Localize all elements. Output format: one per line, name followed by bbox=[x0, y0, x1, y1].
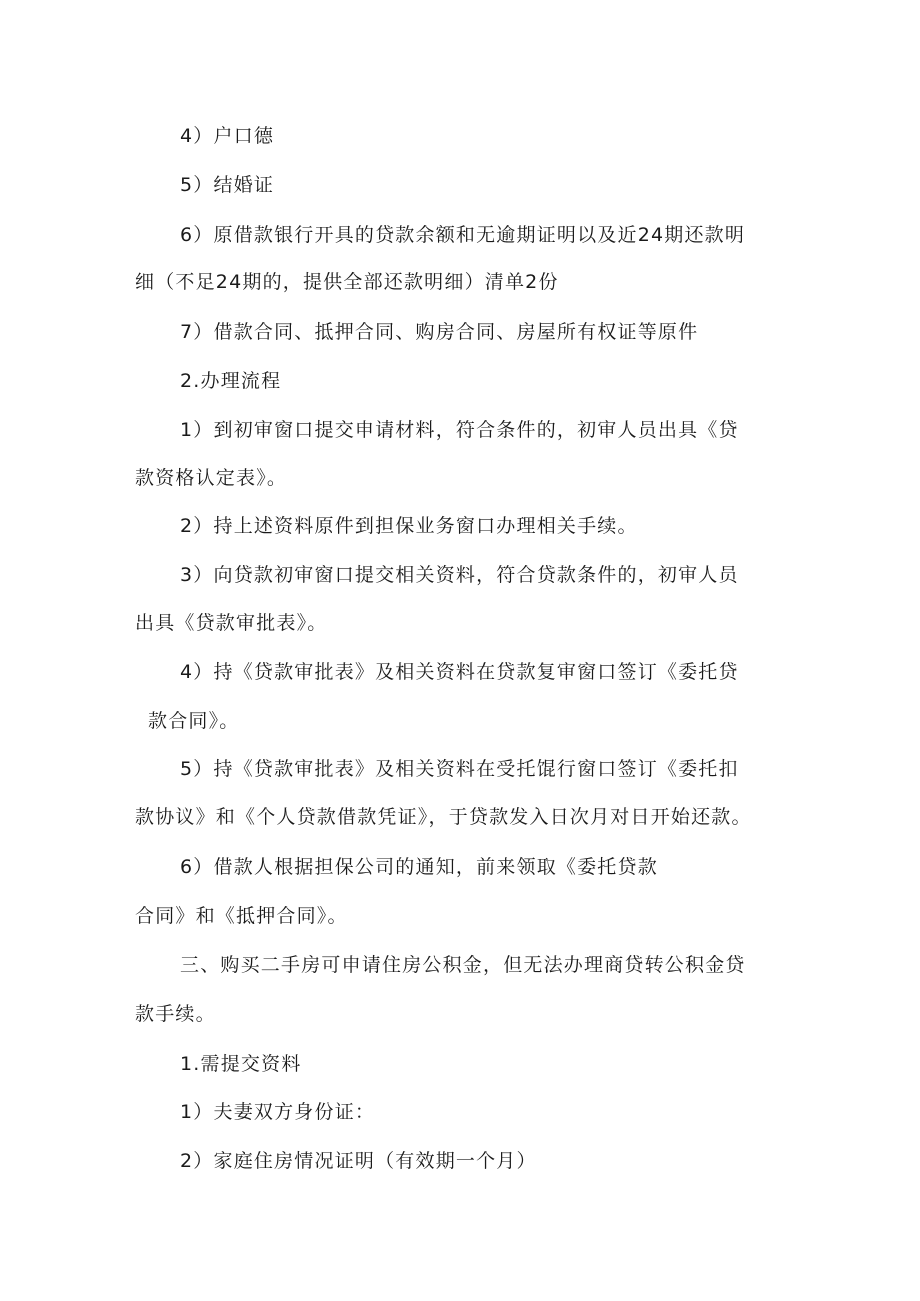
section-2-procedure-heading: 2.办理流程 bbox=[180, 370, 282, 392]
step-4-sign-entrustment-contract: 4）持《贷款审批表》及相关资料在贷款复审窗口签订《委托贷 bbox=[180, 661, 739, 683]
material-2-housing-certificate: 2）家庭住房情况证明（有效期一个月） bbox=[180, 1150, 537, 1172]
item-4-household-register: 4）户口德 bbox=[180, 125, 275, 147]
item-7-original-contracts: 7）借款合同、抵押合同、购房合同、房屋所有权证等原件 bbox=[180, 321, 699, 343]
item-5-marriage-certificate: 5）结婚证 bbox=[180, 174, 275, 196]
section-3-continuation: 款手续。 bbox=[135, 1003, 216, 1025]
step-1-continuation: 款资格认定表》。 bbox=[135, 467, 288, 489]
step-5-sign-deduction-agreement: 5）持《贷款审批表》及相关资料在受托馄行窗口签订《委托扣 bbox=[180, 758, 739, 780]
item-6-loan-balance-proof: 6）原借款银行开具的贷款余额和无逾期证明以及近24期还款明 bbox=[180, 224, 746, 246]
step-6-collect-contracts: 6）借款人根据担保公司的通知，前来领取《委托贷款 bbox=[180, 856, 658, 878]
subsection-1-required-materials: 1.需提交资料 bbox=[180, 1053, 302, 1075]
section-3-second-hand-housing: 三、购买二手房可申请住房公积金，但无法办理商贷转公积金贷 bbox=[180, 954, 746, 976]
step-4-continuation: 款合同》。 bbox=[148, 710, 240, 732]
step-6-continuation: 合同》和《抵押合同》。 bbox=[135, 905, 348, 927]
material-1-id-cards: 1）夫妻双方身份证： bbox=[180, 1101, 376, 1123]
item-6-continuation: 细（不足24期的，提供全部还款明细）清单2份 bbox=[135, 271, 559, 293]
step-3-submit-materials: 3）向贷款初审窗口提交相关资料，符合贷款条件的，初审人员 bbox=[180, 564, 739, 586]
step-1-initial-review: 1）到初审窗口提交申请材料，符合条件的，初审人员出具《贷 bbox=[180, 419, 739, 441]
step-2-guarantee-window: 2）持上述资料原件到担保业务窗口办理相关手续。 bbox=[180, 515, 638, 537]
step-5-continuation: 款协议》和《个人贷款借款凭证》，于贷款发入日次月对日开始还款。 bbox=[135, 806, 752, 828]
step-3-continuation: 出具《贷款审批表》。 bbox=[135, 612, 328, 634]
